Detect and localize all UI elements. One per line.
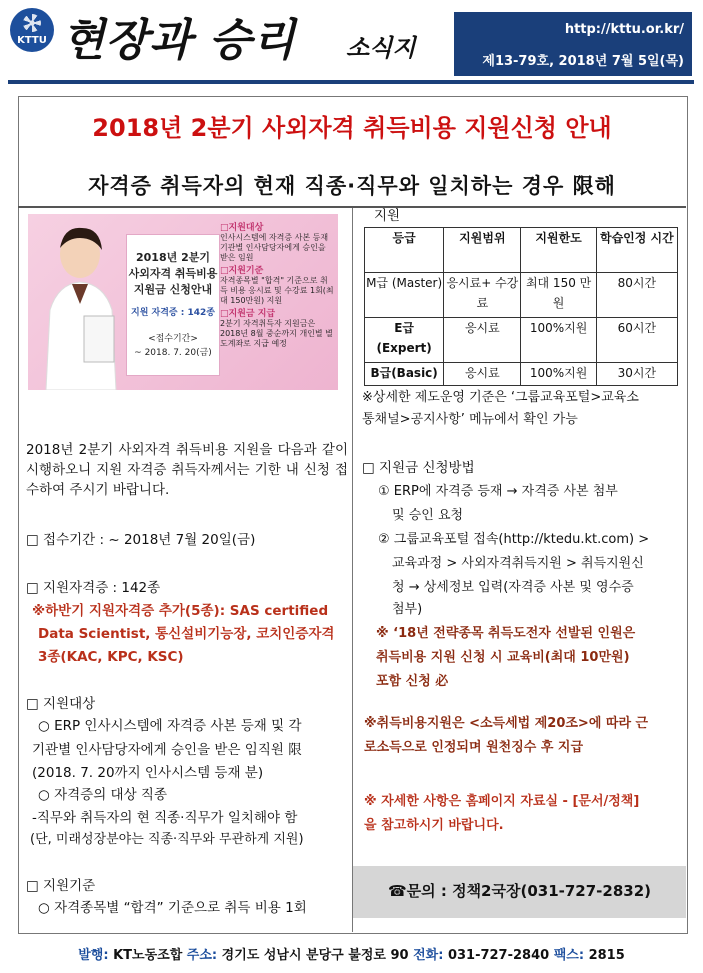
warning-line: 포함 신청 必 bbox=[376, 674, 449, 689]
promo-list-item: □지원기준 자격종목별 "합격" 기준으로 취득 비용 응시료 및 수강료 1회(최대 150만원) 지원 bbox=[220, 266, 334, 305]
target-heading: □ 지원대상 bbox=[26, 696, 96, 712]
page-subtitle: 자격증 취득자의 현재 직종·직무와 일치하는 경우 限해 bbox=[88, 174, 616, 198]
column-header: 지원한도 bbox=[521, 228, 596, 273]
detail-note-line: 을 참고하시기 바랍니다. bbox=[364, 818, 504, 833]
promo-period: ~ 2018. 7. 20(금) bbox=[134, 348, 212, 358]
method-line: ① ERP에 자격증 등재 → 자격증 사본 첨부 bbox=[378, 484, 618, 499]
method-line: ② 그룹교육포털 접속(http://ktedu.kt.com) > bbox=[378, 532, 650, 547]
grade-cell: B급(Basic) bbox=[365, 363, 444, 386]
scope-cell: 응시료 bbox=[444, 318, 521, 363]
support-table bbox=[364, 227, 678, 386]
column-header: 등급 bbox=[365, 228, 444, 273]
promo-card bbox=[126, 234, 220, 376]
promo-list-item: □지원대상 인사시스템에 자격증 사본 등재 기관별 인사담당자에게 승인을 받은 임원 bbox=[220, 223, 329, 262]
target-line: -직무와 취득자의 현 직종·직무가 일치해야 함 bbox=[32, 810, 298, 826]
added-certs-line: ※하반기 지원자격증 추가(5종): SAS certified bbox=[32, 603, 329, 619]
target-line: ○ ERP 인사시스템에 자격증 사본 등재 및 각 bbox=[38, 718, 302, 734]
note-line: ※상세한 제도운영 기준은 ‘그룹교육포털>교육소 bbox=[362, 390, 639, 405]
detail-note-line: ※ 자세한 사항은 홈페이지 자료실 - [문서/정책] bbox=[364, 794, 640, 809]
basis-line: ○ 자격종목별 “합격” 기준으로 취득 비용 1회 bbox=[38, 900, 307, 916]
limit-cell: 100%지원 bbox=[521, 363, 596, 386]
issue-number: 제13-79호, 2018년 7월 5일(목) bbox=[482, 54, 684, 69]
person-illustration bbox=[38, 220, 118, 390]
logo-text: KTTU bbox=[17, 34, 47, 46]
limit-cell: 최대 150 만원 bbox=[521, 273, 596, 318]
note-line: 통채널>공지사항’ 메뉴에서 확인 가능 bbox=[362, 412, 578, 427]
scope-cell: 응시료+ 수강료 bbox=[444, 273, 521, 318]
masthead-title: 현장과 승리 bbox=[62, 15, 296, 66]
table-row bbox=[365, 273, 678, 318]
added-certs-line: 3종(KAC, KPC, KSC) bbox=[38, 649, 184, 665]
target-line: (2018. 7. 20까지 인사시스템 등재 분) bbox=[32, 765, 264, 781]
basis-heading: □ 지원기준 bbox=[26, 878, 96, 894]
footer bbox=[0, 944, 703, 963]
grade-cell: E급 (Expert) bbox=[365, 318, 444, 363]
warning-line: 취득비용 지원 신청 시 교육비(최대 10만원) bbox=[376, 650, 630, 665]
tax-note-line: ※취득비용지원은 <소득세법 제20조>에 따라 근 bbox=[364, 716, 649, 731]
application-period: □ 접수기간 : ~ 2018년 7월 20일(금) bbox=[26, 532, 256, 548]
address: 경기도 성남시 분당구 불정로 90 bbox=[221, 948, 409, 963]
method-line: 교육과정 > 사외자격취득지원 > 취득지원신 bbox=[392, 556, 644, 571]
column-header: 지원범위 bbox=[444, 228, 521, 273]
target-line: (단, 미래성장분야는 직종·직무와 무관하게 지원) bbox=[30, 832, 304, 847]
cert-count: □ 지원자격증 : 142종 bbox=[26, 580, 161, 596]
method-heading: □ 지원금 신청방법 bbox=[362, 460, 475, 476]
warning-line: ※ ‘18년 전략종목 취득도전자 선발된 인원은 bbox=[376, 626, 636, 641]
tax-note-line: 로소득으로 인정되며 원천징수 후 지급 bbox=[364, 740, 584, 755]
publisher: KT노동조합 bbox=[113, 948, 183, 963]
fax-label: 팩스: bbox=[553, 948, 585, 963]
target-line: 기관별 인사담당자에게 승인을 받은 임직원 限 bbox=[32, 742, 302, 758]
kttu-logo bbox=[10, 8, 54, 52]
method-line: 첨부) bbox=[392, 602, 423, 617]
promo-line-2: 사외자격 취득비용 bbox=[128, 267, 218, 280]
hours-cell: 60시간 bbox=[596, 318, 677, 363]
promo-line-1: 2018년 2분기 bbox=[136, 251, 210, 264]
publisher-label: 발행: bbox=[78, 948, 109, 963]
hours-cell: 30시간 bbox=[596, 363, 677, 386]
promo-banner bbox=[28, 214, 338, 390]
phone: 031-727-2840 bbox=[447, 948, 550, 963]
table-row bbox=[365, 318, 678, 363]
masthead-subtitle: 소식지 bbox=[346, 34, 416, 62]
limit-cell: 100%지원 bbox=[521, 318, 596, 363]
address-label: 주소: bbox=[186, 948, 218, 963]
added-certs-line: Data Scientist, 통신설비기능장, 코치인증자격 bbox=[38, 626, 335, 642]
header-rule bbox=[8, 80, 694, 84]
fax: 2815 bbox=[588, 948, 625, 963]
promo-list bbox=[220, 220, 334, 385]
page-title: 2018년 2분기 사외자격 취득비용 지원신청 안내 bbox=[92, 114, 612, 142]
contact-info: ☎문의 : 정책2국장(031-727-2832) bbox=[387, 882, 652, 900]
promo-line-3: 지원금 신청안내 bbox=[133, 283, 213, 296]
intro-paragraph: 2018년 2분기 사외자격 취득비용 지원을 다음과 같이 시행하오니 지원 자격증 취득자께서는 기한 내 신청 접수하여 주시기 바랍니다. bbox=[26, 442, 348, 498]
issue-box bbox=[454, 12, 692, 76]
promo-list-item: □지원금 지급 2분기 자격취득자 지원금은 2018년 8월 중순까지 개인별 별도계좌로 지급 예정 bbox=[220, 309, 333, 348]
method-line: 청 → 상세정보 입력(자격증 사본 및 영수증 bbox=[392, 580, 634, 595]
promo-count: 지원 자격증 : 142종 bbox=[131, 308, 215, 318]
table-row bbox=[365, 363, 678, 386]
target-line: ○ 자격증의 대상 직종 bbox=[38, 787, 167, 803]
hours-cell: 80시간 bbox=[596, 273, 677, 318]
column-header: 학습인정 시간 bbox=[596, 228, 677, 273]
table-caption: 지원 bbox=[374, 208, 401, 224]
phone-label: 전화: bbox=[413, 948, 444, 963]
site-url[interactable]: http://kttu.or.kr/ bbox=[564, 22, 684, 37]
promo-period-label: <접수기간> bbox=[148, 334, 198, 344]
scope-cell: 응시료 bbox=[444, 363, 521, 386]
grade-cell: M급 (Master) bbox=[365, 273, 444, 318]
method-line: 및 승인 요청 bbox=[392, 508, 464, 523]
table-header-row bbox=[365, 228, 678, 273]
